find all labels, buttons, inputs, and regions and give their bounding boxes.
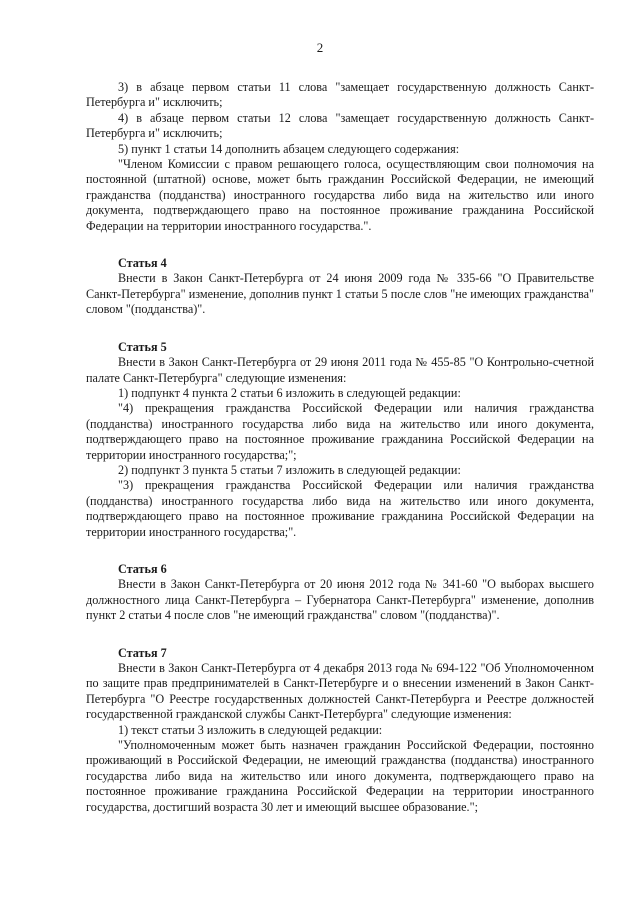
- article-4: [86, 256, 594, 318]
- article-5: [86, 340, 594, 540]
- paragraph: Внести в Закон Санкт-Петербурга от 20 июня 2012 года № 341-60 "О выборах высшего должностного лица Санкт-Петербурга – Губернатора Санкт-Петербурга" изменение, дополнив пункт 2 статьи 4 после слов "не имеющий гражданства" словом "(подданства)".: [86, 577, 594, 623]
- paragraph: Внести в Закон Санкт-Петербурга от 29 июня 2011 года № 455-85 "О Контрольно-счетной палате Санкт-Петербурга" следующие изменения:: [86, 355, 594, 385]
- paragraph: 2) подпункт 3 пункта 5 статьи 7 изложить в следующей редакции:: [118, 462, 461, 477]
- paragraph: 1) текст статьи 3 изложить в следующей редакции:: [118, 722, 383, 737]
- article-title: Статья 6: [118, 561, 167, 576]
- page-number: 2: [316, 40, 324, 55]
- amendment-list-continuation: [86, 80, 594, 234]
- article-title: Статья 5: [118, 339, 167, 354]
- paragraph: 1) подпункт 4 пункта 2 статьи 6 изложить в следующей редакции:: [118, 385, 461, 400]
- article-7: [86, 646, 594, 815]
- paragraph: "Уполномоченным может быть назначен гражданин Российской Федерации, постоянно проживающий в Российской Федерации, не имеющий гражданства (подданства) иностранного государства либо вида на жительство или иного документа, подтверждающего право на постоянное проживание гражданина Российской Федерации на территории иностранного государства, достигший возраста 30 лет и имеющий высшее образование.";: [86, 738, 594, 814]
- paragraph: "3) прекращения гражданства Российской Федерации или наличия гражданства (подданства) иностранного государства либо вида на жительство или иного документа, подтверждающего право на постоянное проживание гражданина Российской Федерации на территории иностранного государства;".: [86, 478, 594, 539]
- paragraph: Внести в Закон Санкт-Петербурга от 4 декабря 2013 года № 694-122 "Об Уполномоченном по защите прав предпринимателей в Санкт-Петербурге и о внесении изменений в Закон Санкт-Петербурга "О Реестре государственных должностей Санкт-Петербурга и Реестре должностей государственной гражданской службы Санкт-Петербурга" следующие изменения:: [86, 661, 594, 722]
- paragraph: 3) в абзаце первом статьи 11 слова "замещает государственную должность Санкт-Петербурга и" исключить;: [86, 80, 594, 110]
- article-title: Статья 7: [118, 645, 167, 660]
- paragraph: "Членом Комиссии с правом решающего голоса, осуществляющим свои полномочия на постоянной (штатной) основе, может быть гражданин Российской Федерации, не имеющий гражданства (подданства) иностранного государства либо вида на жительство или иного документа, подтверждающего право на постоянное проживание гражданина Российской Федерации на территории иностранного государства.".: [86, 157, 594, 233]
- article-title: Статья 4: [118, 256, 167, 271]
- paragraph: 4) в абзаце первом статьи 12 слова "замещает государственную должность Санкт-Петербурга и" исключить;: [86, 110, 594, 141]
- document-body: [86, 80, 594, 815]
- paragraph: Внести в Закон Санкт-Петербурга от 24 июня 2009 года № 335-66 "О Правительстве Санкт-Петербурга" изменение, дополнив пункт 1 статьи 5 после слов "не имеющих гражданства" словом "(подданства)".: [86, 271, 594, 317]
- article-6: [86, 562, 594, 624]
- paragraph: 5) пункт 1 статьи 14 дополнить абзацем следующего содержания:: [118, 141, 460, 156]
- paragraph: "4) прекращения гражданства Российской Федерации или наличия гражданства (подданства) иностранного государства либо вида на жительство или иного документа, подтверждающего право на постоянное проживание гражданина Российской Федерации на территории иностранного государства;";: [86, 401, 594, 462]
